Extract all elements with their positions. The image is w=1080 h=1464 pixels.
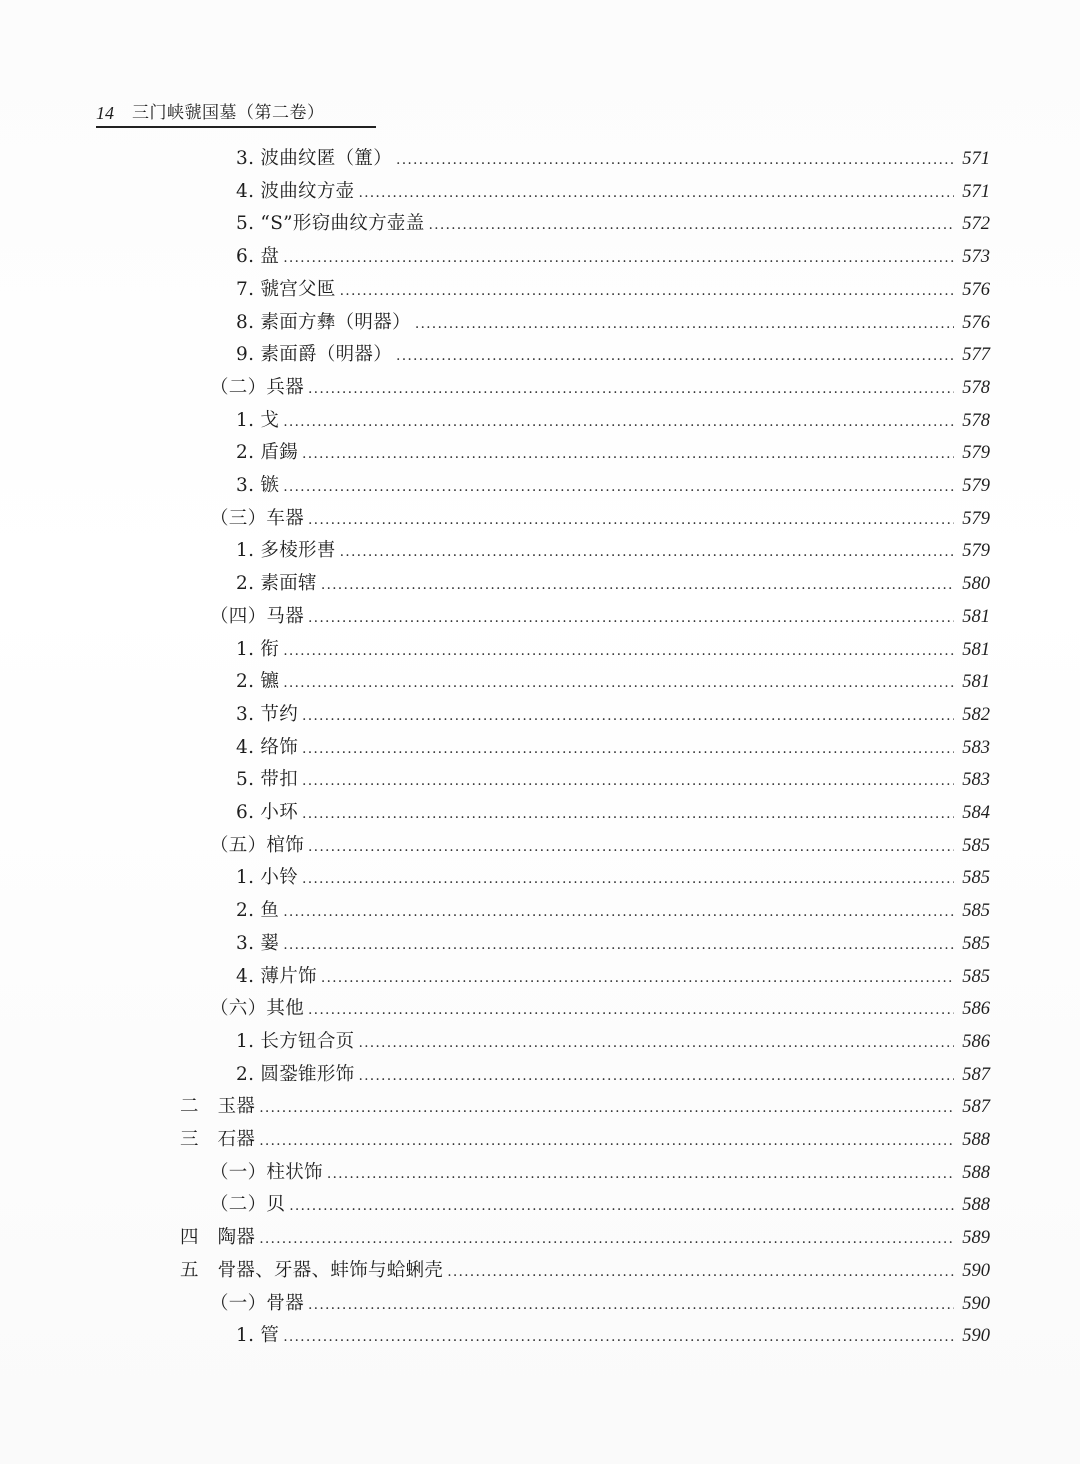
toc-entry-page: 583 [962,737,990,758]
toc-entry [210,831,990,861]
toc-dot-leader [308,832,954,862]
toc-entry-label: 7. 虢宫父匜 [236,278,336,300]
toc-dot-leader [259,1224,954,1254]
toc-dot-leader [283,897,954,927]
book-title: 三门峡虢国墓（第二卷） [132,103,325,123]
toc-dot-leader [283,243,954,273]
toc-entry-label: 五 骨器、牙器、蚌饰与蛤蜊壳 [180,1259,444,1281]
toc-entry [236,1321,990,1351]
toc-entry-label: 3. 节约 [236,703,299,725]
toc-entry-label: 4. 薄片饰 [236,965,317,987]
toc-entry [210,504,990,534]
toc-entry-page: 581 [962,672,990,693]
toc-entry [236,471,990,501]
toc-entry-label: 9. 素面爵（明器） [236,344,393,366]
toc-entry [236,536,990,566]
toc-entry [236,1027,990,1057]
toc-entry [236,144,990,174]
toc-entry-page: 582 [962,704,990,725]
toc-entry-page: 588 [962,1195,990,1216]
toc-entry-label: 1. 长方钮合页 [236,1030,355,1052]
toc-dot-leader [283,407,954,437]
toc-entry-page: 584 [962,803,990,823]
toc-dot-leader [358,1028,954,1058]
toc-entry-label: （二）兵器 [210,376,305,398]
toc-entry-label: 2. 圆銎锥形饰 [236,1063,355,1085]
toc-entry-label: （四）马器 [210,605,305,627]
toc-entry-page: 586 [962,999,990,1020]
toc-dot-leader [308,995,954,1025]
toc-dot-leader [302,439,954,469]
toc-dot-leader [302,701,954,731]
toc-entry-label: 5. “S”形窃曲纹方壶盖 [236,213,425,235]
toc-dot-leader [321,963,954,993]
toc-entry-label: 3. 翣 [236,932,280,954]
toc-entry [180,1256,990,1286]
toc-entry [210,602,990,632]
toc-entry-page: 576 [962,279,990,300]
toc-entry [236,700,990,730]
toc-entry-page: 579 [962,508,990,529]
toc-entry [236,896,990,926]
toc-entry-label: 2. 鱼 [236,900,280,922]
toc-entry-label: 2. 盾鍚 [236,442,299,464]
toc-dot-leader [283,930,954,960]
toc-dot-leader [321,570,954,600]
toc-entry [236,733,990,763]
toc-entry-page: 579 [962,443,990,464]
toc-entry [180,1223,990,1253]
toc-dot-leader [302,766,954,796]
toc-entry-page: 585 [962,966,990,987]
toc-entry [236,275,990,305]
toc-dot-leader [289,1191,954,1221]
toc-entry [236,209,990,239]
toc-entry [236,569,990,599]
toc-entry-page: 587 [962,1064,990,1085]
toc-dot-leader [358,1061,954,1091]
toc-entry-label: （一）骨器 [210,1292,305,1314]
toc-entry-label: 1. 管 [236,1325,280,1347]
toc-dot-leader [259,1126,954,1156]
toc-entry-page: 588 [962,1162,990,1183]
toc-entry [236,177,990,207]
toc-dot-leader [429,210,954,240]
toc-entry-page: 579 [962,541,990,562]
toc-entry [236,1060,990,1090]
toc-entry-page: 585 [962,868,990,889]
toc-entry [210,1190,990,1220]
toc-entry [236,798,990,828]
toc-entry-label: （一）柱状饰 [210,1161,323,1183]
toc-entry-label: 6. 盘 [236,246,280,268]
toc-entry-label: 四 陶器 [180,1227,256,1249]
toc-dot-leader [302,799,954,829]
toc-dot-leader [283,636,954,666]
toc-entry-label: （五）棺饰 [210,834,305,856]
toc-dot-leader [415,309,954,339]
toc-dot-leader [308,505,954,535]
toc-dot-leader [308,1290,954,1320]
running-head [96,100,376,128]
toc-entry [210,1289,990,1319]
toc-entry-page: 579 [962,476,990,496]
toc-dot-leader [447,1257,954,1287]
toc-entry-page: 573 [962,247,990,268]
toc-entry-page: 585 [962,835,990,856]
toc-entry-label: 三 石器 [180,1129,256,1150]
toc-entry-page: 586 [962,1031,990,1052]
toc-entry-page: 589 [962,1228,990,1249]
toc-entry-label: 5. 带扣 [236,769,299,791]
toc-dot-leader [259,1093,954,1123]
toc-entry-label: 1. 衔 [236,638,280,660]
toc-entry [236,929,990,959]
toc-entry-page: 580 [962,574,990,595]
toc-entry-page: 576 [962,312,990,333]
toc-dot-leader [396,341,954,371]
toc-entry [236,308,990,338]
toc-entry-label: 2. 镳 [236,671,280,693]
toc-entry-label: 3. 镞 [236,475,280,496]
toc-entry-page: 590 [962,1260,990,1281]
toc-entry [210,1158,990,1188]
toc-entry-label: 4. 络饰 [236,736,299,758]
toc-entry [180,1125,990,1155]
toc-entry [236,438,990,468]
toc-entry-page: 578 [962,377,990,398]
toc-entry-page: 581 [962,639,990,660]
toc-entry-label: 1. 小铃 [236,867,299,889]
toc-entry [236,406,990,436]
toc-entry-page: 581 [962,606,990,627]
toc-entry [210,994,990,1024]
toc-entry-label: （三）车器 [210,507,305,529]
toc-dot-leader [308,603,954,633]
toc-dot-leader [358,178,954,208]
toc-entry-label: 二 玉器 [180,1096,256,1118]
toc-entry [236,962,990,992]
toc-entry [210,373,990,403]
toc-entry-page: 590 [962,1293,990,1314]
toc-entry-page: 588 [962,1130,990,1150]
toc-entry [236,863,990,893]
toc-dot-leader [302,734,954,764]
toc-entry-label: 1. 戈 [236,409,280,431]
toc-entry-page: 587 [962,1097,990,1118]
toc-dot-leader [396,145,954,175]
toc-dot-leader [308,374,954,404]
toc-dot-leader [283,1322,954,1352]
toc-entry-label: （二）贝 [210,1194,286,1216]
toc-entry-label: 2. 素面辖 [236,573,317,595]
toc-entry-page: 578 [962,410,990,431]
toc-dot-leader [302,864,954,894]
toc-dot-leader [340,537,954,567]
toc-entry [236,765,990,795]
toc-entry-page: 590 [962,1326,990,1347]
toc-entry-label: 6. 小环 [236,802,299,823]
toc-entry [236,667,990,697]
toc-entry-page: 572 [962,214,990,235]
toc-entry-page: 585 [962,933,990,954]
toc-dot-leader [340,276,954,306]
toc-entry-label: （六）其他 [210,998,305,1020]
toc-entry-label: 8. 素面方彝（明器） [236,311,411,333]
toc-entry [236,635,990,665]
toc-entry-page: 571 [962,181,990,202]
toc-entry-label: 4. 波曲纹方壶 [236,180,355,202]
toc-entry-label: 1. 多棱形軎 [236,540,336,562]
toc-entry [180,1092,990,1122]
toc-entry-page: 571 [962,149,990,169]
toc-entry [236,242,990,272]
toc-entry [236,340,990,370]
toc-entry-page: 577 [962,345,990,366]
toc-dot-leader [327,1159,954,1189]
toc-entry-page: 585 [962,901,990,922]
toc-entry-label: 3. 波曲纹匿（簠） [236,148,393,169]
toc-entry-page: 583 [962,770,990,791]
toc-dot-leader [283,472,954,502]
page-number: 14 [96,103,114,123]
toc-dot-leader [283,668,954,698]
